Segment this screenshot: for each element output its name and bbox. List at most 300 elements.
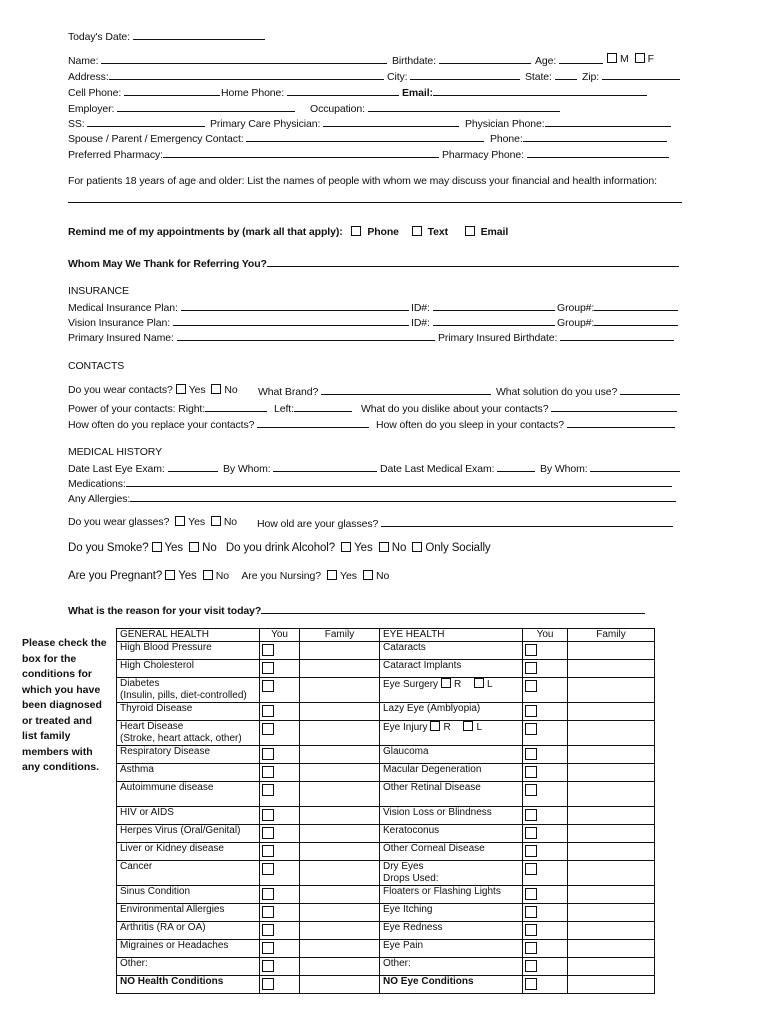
g-condition-cell (117, 904, 260, 922)
general-you-checkbox[interactable] (262, 863, 274, 875)
nursing-label: Are you Nursing? (241, 570, 321, 582)
eye-you-checkbox[interactable] (525, 723, 537, 735)
table-row (117, 904, 655, 922)
address-field[interactable] (68, 69, 384, 83)
left-eye-checkbox[interactable] (474, 678, 484, 688)
general-you-checkbox[interactable] (262, 906, 274, 918)
medical-exam-by-field[interactable] (540, 461, 680, 475)
contact-sleep-field[interactable] (376, 417, 675, 431)
e-condition-label: NO Eye Conditions (383, 976, 474, 987)
eye-you-checkbox[interactable] (525, 644, 537, 656)
right-eye-checkbox[interactable] (441, 678, 451, 688)
eye-family-cell[interactable] (568, 764, 655, 782)
email-label: Email: (402, 87, 433, 99)
e-condition-cell (380, 904, 523, 922)
general-you-checkbox[interactable] (262, 680, 274, 692)
birthdate-field[interactable] (392, 53, 531, 67)
insured-name-field[interactable] (68, 330, 435, 344)
contact-brand-label: What Brand? (258, 386, 319, 398)
general-you-checkbox[interactable] (262, 809, 274, 821)
general-you-checkbox[interactable] (262, 888, 274, 900)
general-you-checkbox[interactable] (262, 978, 274, 990)
contacts-heading: CONTACTS (68, 360, 125, 372)
eye-you-checkbox[interactable] (525, 942, 537, 954)
glasses-no-checkbox[interactable] (211, 516, 221, 526)
todays-date-field[interactable] (68, 29, 265, 43)
eye-you-checkbox[interactable] (525, 924, 537, 936)
eye-family-cell[interactable] (568, 904, 655, 922)
eye-you-checkbox[interactable] (525, 845, 537, 857)
glasses-label: Do you wear glasses? (68, 516, 170, 528)
table-header-row (117, 629, 655, 642)
eye-you-cell (523, 922, 568, 940)
pregnant-nursing-row (68, 570, 389, 583)
e-condition-cell (380, 976, 523, 994)
general-you-checkbox[interactable] (262, 766, 274, 778)
e-condition-cell (380, 958, 523, 976)
general-you-cell (260, 825, 300, 843)
female-checkbox[interactable] (635, 53, 645, 63)
contact-dislike-label: What do you dislike about your contacts? (361, 403, 549, 415)
general-you-checkbox[interactable] (262, 723, 274, 735)
general-you-cell (260, 958, 300, 976)
contact-power-label: Power of your contacts: Right: (68, 403, 206, 415)
g-condition-label: High Blood Pressure (120, 642, 212, 653)
e-condition-label: Lazy Eye (Amblyopia) (383, 703, 481, 714)
name-label: Name: (68, 55, 99, 67)
eye-family-cell[interactable] (568, 976, 655, 994)
eye-family-cell[interactable] (568, 703, 655, 721)
medications-field[interactable] (68, 476, 672, 490)
female-label: F (647, 53, 654, 65)
eye-you-cell (523, 764, 568, 782)
alcohol-social-label: Only Socially (425, 542, 491, 554)
eye-side-options (383, 721, 519, 734)
g-condition-label: Respiratory Disease (120, 746, 211, 757)
g-condition-label: Cancer (120, 861, 153, 872)
general-family-cell[interactable] (300, 940, 380, 958)
nursing-no-checkbox[interactable] (363, 570, 373, 580)
zip-label: Zip: (582, 71, 600, 83)
reminder-phone-checkbox[interactable] (351, 226, 361, 236)
general-family-cell[interactable] (300, 703, 380, 721)
left-eye-label: L (487, 679, 493, 690)
eye-family-heading: Family (568, 629, 655, 642)
pregnant-no-checkbox[interactable] (203, 570, 213, 580)
primary-care-label: Primary Care Physician: (210, 118, 321, 130)
home-phone-field[interactable] (221, 85, 399, 99)
contact-power-left-field[interactable] (274, 401, 352, 415)
general-you-cell (260, 922, 300, 940)
eye-you-checkbox[interactable] (525, 809, 537, 821)
e-condition-cell (380, 721, 523, 746)
referral-label: Whom May We Thank for Referring You? (68, 258, 267, 270)
eye-family-cell[interactable] (568, 746, 655, 764)
general-family-cell[interactable] (300, 807, 380, 825)
table-row (117, 940, 655, 958)
general-you-cell (260, 703, 300, 721)
occupation-label: Occupation: (310, 103, 365, 115)
table-row (117, 886, 655, 904)
glasses-age-field[interactable] (257, 516, 673, 530)
eye-you-checkbox[interactable] (525, 680, 537, 692)
disclosure-line[interactable] (68, 202, 682, 203)
occupation-field[interactable] (310, 101, 560, 115)
e-condition-label: Floaters or Flashing Lights (383, 886, 501, 897)
side-instruction-line: which you have (22, 683, 101, 696)
zip-field[interactable] (582, 69, 680, 83)
medical-history-heading: MEDICAL HISTORY (68, 446, 162, 458)
cell-phone-field[interactable] (68, 85, 220, 99)
side-instruction-line: been diagnosed (22, 699, 102, 711)
general-family-cell[interactable] (300, 922, 380, 940)
e-condition-cell (380, 825, 523, 843)
table-row (117, 843, 655, 861)
emergency-phone-field[interactable] (490, 131, 667, 145)
table-row (117, 861, 655, 886)
eye-condition-label: Eye Injury (383, 722, 428, 733)
g-condition-label (120, 873, 256, 885)
visit-reason-field[interactable] (68, 603, 645, 617)
emergency-contact-label: Spouse / Parent / Emergency Contact: (68, 133, 244, 145)
general-family-cell[interactable] (300, 825, 380, 843)
eye-family-cell[interactable] (568, 807, 655, 825)
eye-you-checkbox[interactable] (525, 705, 537, 717)
general-family-cell[interactable] (300, 886, 380, 904)
pregnant-yes-label: Yes (178, 570, 197, 582)
e-condition-label: Keratoconus (383, 825, 440, 836)
referral-field[interactable] (68, 256, 679, 270)
reminder-email-checkbox[interactable] (465, 226, 475, 236)
side-instruction-line: members with (22, 745, 93, 758)
table-row (117, 782, 655, 807)
g-condition-cell (117, 976, 260, 994)
e-condition-cell (380, 746, 523, 764)
physician-phone-field[interactable] (465, 116, 671, 130)
eye-you-checkbox[interactable] (525, 766, 537, 778)
table-row (117, 976, 655, 994)
eye-you-heading: You (523, 629, 568, 642)
general-family-cell[interactable] (300, 764, 380, 782)
g-condition-label: NO Health Conditions (120, 976, 224, 987)
employer-field[interactable] (68, 101, 295, 115)
eye-you-checkbox[interactable] (525, 888, 537, 900)
state-field[interactable] (525, 69, 577, 83)
medical-plan-field[interactable] (68, 300, 409, 314)
general-you-checkbox[interactable] (262, 924, 274, 936)
conditions-table (116, 628, 655, 994)
general-you-checkbox[interactable] (262, 748, 274, 760)
vision-plan-field[interactable] (68, 315, 409, 329)
allergies-field[interactable] (68, 491, 676, 505)
general-you-checkbox[interactable] (262, 960, 274, 972)
side-instruction-line: any conditions. (22, 761, 100, 773)
eye-family-cell[interactable] (568, 782, 655, 807)
employer-label: Employer: (68, 103, 115, 115)
eye-you-cell (523, 861, 568, 886)
general-you-checkbox[interactable] (262, 662, 274, 674)
e-condition-label: Eye Pain (383, 940, 424, 951)
male-checkbox[interactable] (607, 53, 617, 63)
eye-family-cell[interactable] (568, 678, 655, 703)
pregnant-yes-checkbox[interactable] (165, 570, 175, 580)
medical-id-label: ID#: (411, 302, 430, 314)
email-field[interactable] (402, 85, 647, 99)
eye-you-cell (523, 843, 568, 861)
visit-reason-label: What is the reason for your visit today? (68, 605, 262, 617)
g-condition-label: Herpes Virus (Oral/Genital) (120, 825, 241, 836)
general-you-checkbox[interactable] (262, 827, 274, 839)
general-you-cell (260, 764, 300, 782)
contact-solution-field[interactable] (496, 384, 680, 398)
g-condition-label: Liver or Kidney disease (120, 843, 224, 854)
age-field[interactable] (535, 53, 603, 67)
last-medical-exam-field[interactable] (380, 461, 535, 475)
general-family-cell[interactable] (300, 958, 380, 976)
e-condition-label: Vision Loss or Blindness (383, 807, 492, 818)
general-you-cell (260, 940, 300, 958)
general-you-checkbox[interactable] (262, 845, 274, 857)
left-eye-checkbox[interactable] (463, 721, 473, 731)
eye-family-cell[interactable] (568, 958, 655, 976)
g-condition-cell (117, 886, 260, 904)
nursing-yes-checkbox[interactable] (327, 570, 337, 580)
g-condition-cell (117, 678, 260, 703)
eye-you-checkbox[interactable] (525, 906, 537, 918)
eye-family-cell[interactable] (568, 642, 655, 660)
eye-you-cell (523, 886, 568, 904)
g-condition-label: HIV or AIDS (120, 807, 174, 818)
eye-you-cell (523, 678, 568, 703)
pharmacy-phone-label: Pharmacy Phone: (442, 149, 524, 161)
smoke-no-checkbox[interactable] (189, 542, 199, 552)
medical-group-label: Group#: (557, 302, 595, 314)
table-row (117, 764, 655, 782)
g-condition-label: Thyroid Disease (120, 703, 193, 714)
e-condition-label: Drops Used: (383, 873, 439, 884)
disclosure-text: For patients 18 years of age and older: List the names of people with whom we may discuss your financial and health information: (68, 175, 657, 187)
vision-group-field[interactable] (557, 315, 678, 329)
g-condition-label: Migraines or Headaches (120, 940, 229, 951)
general-family-cell[interactable] (300, 782, 380, 807)
table-row (117, 678, 655, 703)
eye-family-cell[interactable] (568, 886, 655, 904)
left-eye-label: L (476, 722, 483, 733)
general-you-checkbox[interactable] (262, 705, 274, 717)
g-condition-label: (Insulin, pills, diet-controlled) (120, 690, 247, 701)
contacts-no-checkbox[interactable] (211, 384, 221, 394)
e-condition-cell (380, 886, 523, 904)
contact-sleep-label: How often do you sleep in your contacts? (376, 419, 565, 431)
e-condition-label: Eye Itching (383, 904, 433, 915)
contacts-yes-checkbox[interactable] (176, 384, 186, 394)
side-instruction-line: or treated and (22, 714, 93, 727)
medical-id-field[interactable] (411, 300, 555, 314)
ss-field[interactable] (68, 116, 205, 130)
alcohol-yes-checkbox[interactable] (341, 542, 351, 552)
general-family-cell[interactable] (300, 904, 380, 922)
eye-you-checkbox[interactable] (525, 784, 537, 796)
right-eye-label: R (454, 679, 462, 690)
contact-brand-field[interactable] (258, 384, 491, 398)
eye-you-cell (523, 807, 568, 825)
e-condition-label (383, 794, 519, 806)
last-eye-exam-field[interactable] (68, 461, 218, 475)
g-condition-cell (117, 861, 260, 886)
contacts-yes-label: Yes (188, 384, 206, 396)
nursing-yes-label: Yes (340, 570, 357, 582)
table-row (117, 825, 655, 843)
alcohol-no-label: No (391, 542, 407, 554)
g-condition-label: (Stroke, heart attack, other) (120, 733, 242, 744)
contact-power-right-field[interactable] (68, 401, 267, 415)
eye-family-cell[interactable] (568, 940, 655, 958)
g-condition-label: Environmental Allergies (120, 904, 225, 915)
g-condition-cell (117, 958, 260, 976)
eye-you-cell (523, 721, 568, 746)
table-row (117, 922, 655, 940)
alcohol-no-checkbox[interactable] (379, 542, 389, 552)
general-you-cell (260, 660, 300, 678)
glasses-age-label: How old are your glasses? (257, 518, 379, 530)
eye-side-options (383, 678, 519, 691)
smoke-yes-checkbox[interactable] (152, 542, 162, 552)
eye-exam-by-field[interactable] (223, 461, 377, 475)
general-family-cell[interactable] (300, 678, 380, 703)
table-row (117, 958, 655, 976)
general-family-cell[interactable] (300, 746, 380, 764)
eye-family-cell[interactable] (568, 721, 655, 746)
e-condition-label: Dry Eyes (383, 861, 424, 872)
city-field[interactable] (387, 69, 520, 83)
birthdate-label: Birthdate: (392, 55, 436, 67)
eye-you-checkbox[interactable] (525, 827, 537, 839)
general-you-cell (260, 861, 300, 886)
e-condition-cell (380, 703, 523, 721)
general-you-checkbox[interactable] (262, 942, 274, 954)
insured-birthdate-field[interactable] (438, 330, 674, 344)
glasses-yes-label: Yes (188, 516, 205, 528)
nursing-no-label: No (376, 570, 390, 582)
smoke-no-label: No (202, 542, 217, 554)
eye-exam-by-label: By Whom: (223, 463, 271, 475)
g-condition-cell (117, 721, 260, 746)
address-label: Address: (68, 71, 109, 83)
alcohol-social-checkbox[interactable] (412, 542, 422, 552)
e-condition-cell (380, 861, 523, 886)
name-field[interactable] (68, 53, 387, 67)
general-family-cell[interactable] (300, 721, 380, 746)
e-condition-label: Cataract Implants (383, 660, 462, 671)
alcohol-label: Do you drink Alcohol? (225, 542, 336, 554)
general-you-cell (260, 886, 300, 904)
todays-date-label: Today's Date: (68, 31, 130, 43)
e-condition-label: Other Corneal Disease (383, 843, 485, 854)
general-family-cell[interactable] (300, 660, 380, 678)
insurance-heading: INSURANCE (68, 285, 129, 297)
eye-you-checkbox[interactable] (525, 960, 537, 972)
e-condition-cell (380, 922, 523, 940)
table-row (117, 807, 655, 825)
g-condition-label: Other: (120, 958, 148, 969)
eye-you-checkbox[interactable] (525, 863, 537, 875)
eye-you-checkbox[interactable] (525, 662, 537, 674)
table-row (117, 746, 655, 764)
preferred-pharmacy-field[interactable] (68, 147, 439, 161)
g-condition-cell (117, 746, 260, 764)
g-condition-label: Autoimmune disease (120, 782, 214, 793)
right-eye-checkbox[interactable] (430, 721, 440, 731)
general-you-checkbox[interactable] (262, 644, 274, 656)
g-condition-label: Diabetes (120, 678, 160, 689)
smoke-alcohol-row (68, 542, 491, 555)
side-instructions (22, 636, 107, 776)
e-condition-label: Cataracts (383, 642, 426, 653)
general-you-cell (260, 782, 300, 807)
general-family-cell[interactable] (300, 861, 380, 886)
allergies-label: Any Allergies: (68, 493, 131, 505)
e-condition-cell (380, 807, 523, 825)
eye-family-cell[interactable] (568, 861, 655, 886)
pregnant-label: Are you Pregnant? (68, 570, 163, 582)
eye-you-checkbox[interactable] (525, 978, 537, 990)
side-instruction-line: conditions for (22, 668, 92, 680)
glasses-no-label: No (223, 516, 238, 528)
medical-group-field[interactable] (557, 300, 678, 314)
pharmacy-phone-field[interactable] (442, 147, 669, 161)
medical-exam-by-label: By Whom: (540, 463, 588, 475)
vision-id-field[interactable] (411, 315, 555, 329)
e-condition-label: Eye Redness (383, 922, 443, 933)
insured-birthdate-label: Primary Insured Birthdate: (438, 332, 558, 344)
general-you-heading: You (260, 629, 300, 642)
physician-phone-label: Physician Phone: (465, 118, 545, 130)
eye-you-checkbox[interactable] (525, 748, 537, 760)
contact-replace-label: How often do you replace your contacts? (68, 419, 255, 431)
vision-group-label: Group#: (557, 317, 595, 329)
e-condition-cell (380, 642, 523, 660)
reminder-row (68, 226, 508, 238)
vision-id-label: ID#: (411, 317, 430, 329)
contact-dislike-field[interactable] (361, 401, 677, 415)
general-you-checkbox[interactable] (262, 784, 274, 796)
reminder-text-checkbox[interactable] (412, 226, 422, 236)
general-family-cell[interactable] (300, 642, 380, 660)
eye-family-cell[interactable] (568, 825, 655, 843)
g-condition-cell (117, 642, 260, 660)
glasses-yes-checkbox[interactable] (175, 516, 185, 526)
side-instruction-line: Please check the (22, 637, 107, 649)
general-family-cell[interactable] (300, 843, 380, 861)
eye-family-cell[interactable] (568, 843, 655, 861)
eye-family-cell[interactable] (568, 660, 655, 678)
general-family-cell[interactable] (300, 976, 380, 994)
e-condition-label: Other Retinal Disease (383, 782, 481, 793)
eye-family-cell[interactable] (568, 922, 655, 940)
primary-care-field[interactable] (210, 116, 459, 130)
g-condition-cell (117, 940, 260, 958)
eye-you-cell (523, 958, 568, 976)
alcohol-yes-label: Yes (354, 542, 373, 554)
side-instruction-line: list family (22, 730, 71, 742)
reminder-phone-label: Phone (367, 226, 399, 238)
g-condition-label: Heart Disease (120, 721, 184, 732)
emergency-contact-field[interactable] (68, 131, 484, 145)
g-condition-cell (117, 922, 260, 940)
g-condition-label: Asthma (120, 764, 154, 775)
smoke-label: Do you Smoke? (68, 542, 149, 554)
contact-replace-field[interactable] (68, 417, 369, 431)
